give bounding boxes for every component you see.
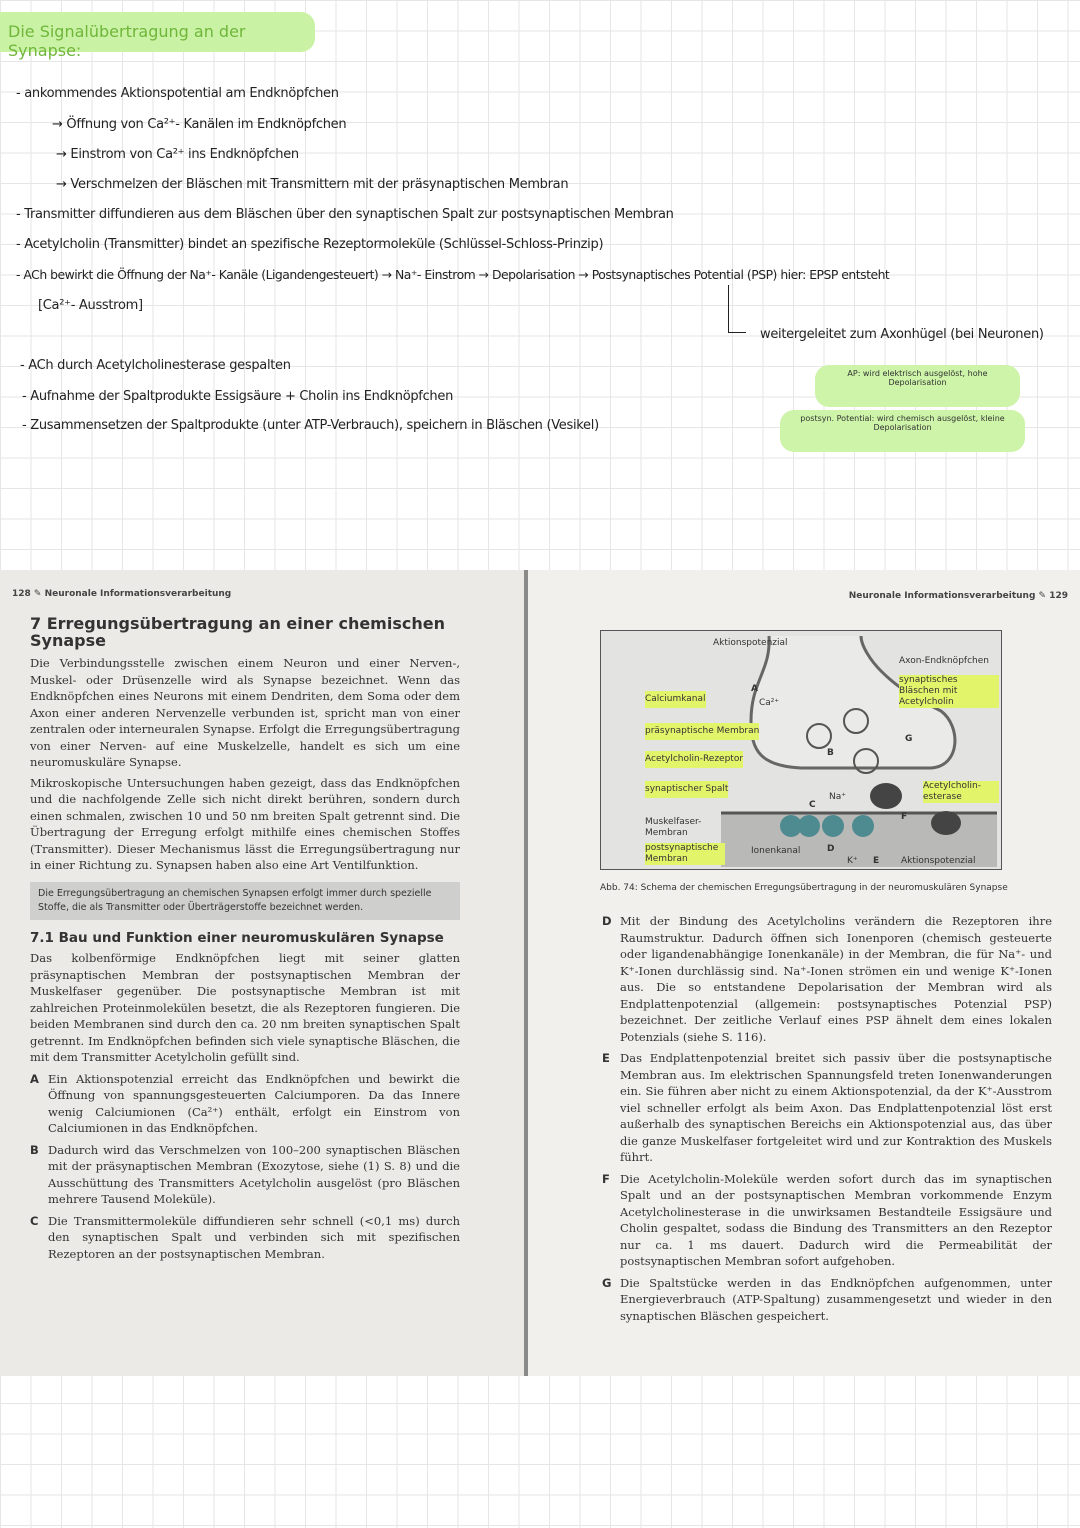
- ion-label: K⁺: [847, 856, 858, 866]
- figure-label: Axon-Endknöpfchen: [899, 656, 989, 666]
- item-text: Ein Aktionspotenzial erreicht das Endknöpfchen und bewirkt die Öffnung von spannungsgesteuerten Calciumporen. Da das Innere wenig Calciumionen (Ca²⁺) enthält, erfolgt ein Einstrom von Calciumionen in das Endknöpfchen.: [48, 1071, 460, 1135]
- side-note: postsyn. Potential: wird chemisch ausgelöst, kleine Depolarisation: [780, 410, 1025, 452]
- figure-caption: Abb. 74: Schema der chemischen Erregungsübertragung in der neuromuskulären Synapse: [600, 883, 1008, 893]
- item-text: Das Endplattenpotenzial breitet sich passiv über die postsynaptische Membran aus. Im elektrischen Spannungsfeld treten Ionenwanderungen ein. Sie führen aber nicht zu einem Aktionspotenzial, da der K⁺-Ausstrom viel schneller erfolgt als beim Axon. Das Endplattenpotenzial löst erst außerhalb des synaptischen Bereichs ein Aktionspotenzial aus, das über die ganze Muskelfaser fortgeleitet wird und zur Kontraktion des Muskels führt.: [620, 1051, 1052, 1164]
- left-page: [0, 570, 524, 1376]
- figure-label: postsynaptische Membran: [645, 843, 725, 865]
- right-page-content: [602, 908, 1052, 1324]
- item-letter: G: [602, 1275, 612, 1290]
- ion-label: Na⁺: [829, 792, 846, 802]
- paragraph: Die Verbindungsstelle zwischen einem Neuron und einer Nerven-, Muskel- oder Drüsenzelle wird als Synapse bezeichnet. Wenn das Endknöpfchen eines Neurons mit einem Dendriten, dem Soma oder dem Axon einer anderen Nervenzelle verbunden ist, spricht man von einer zentralen oder interneuralen Synapse. Erfolgt die Erregungsübertragung von einer Nerven- auf eine Muskelzelle, handelt es sich um eine neuromuskuläre Synapse.: [30, 656, 460, 769]
- figure-label: synaptischer Spalt: [645, 781, 728, 798]
- figure-letter: G: [905, 734, 913, 744]
- item-text: Mit der Bindung des Acetylcholins verändern die Rezeptoren ihre Raumstruktur. Dadurch öffnen sich Ionenporen (chemisch gesteuerte oder ligandenabhängige Ionenkanäle) in der Membran, die für Na⁺- und K⁺-Ionen durchlässig sind. Na⁺-Ionen strömen ein und wenige K⁺-Ionen aus. Die so entstandene Depolarisation der Membran wird als Endplattenpotenzial (allgemein: postsynaptisches Potenzial PSP) bezeichnet. Der zeitliche Verlauf eines PSP ähnelt dem eines lokalen Potenzials (siehe S. 116).: [620, 914, 1052, 1044]
- section-heading: 7 Erregungsübertragung an einer chemischen Synapse: [30, 614, 445, 650]
- figure-letter: B: [827, 748, 834, 758]
- item-letter: B: [30, 1142, 39, 1157]
- right-page: [528, 570, 1080, 1376]
- item-text: Die Spaltstücke werden in das Endknöpfchen aufgenommen, unter Energieverbrauch (ATP-Spaltung) zusammengesetzt und wieder in den synaptischen Bläschen gespeichert.: [620, 1275, 1052, 1323]
- item-letter: F: [602, 1171, 610, 1186]
- list-item-c: [30, 1213, 460, 1263]
- left-page-content: [30, 616, 460, 1262]
- note-line: - ACh bewirkt die Öffnung der Na⁺- Kanäle (Ligandengesteuert) → Na⁺- Einstrom → Depolarisation → Postsynaptisches Potential (PSP) hier: EPSP entsteht: [16, 267, 890, 282]
- note-line: - Acetylcholin (Transmitter) bindet an spezifische Rezeptormoleküle (Schlüssel-Schloss-Prinzip): [16, 237, 604, 252]
- item-letter: E: [602, 1051, 610, 1065]
- note-line: - Aufnahme der Spaltprodukte Essigsäure + Cholin ins Endknöpfchen: [22, 389, 454, 404]
- figure-label: Muskelfaser-Membran: [645, 817, 702, 838]
- note-line: - Zusammensetzen der Spaltprodukte (unter ATP-Verbrauch), speichern in Bläschen (Vesikel): [22, 418, 599, 433]
- list-item-e: [602, 1050, 1052, 1166]
- info-box: Die Erregungsübertragung an chemischen Synapsen erfolgt immer durch spezielle Stoffe, die als Transmitter oder Überträgerstoffe bezeichnet werden.: [30, 882, 460, 920]
- item-text: Die Acetylcholin-Moleküle werden sofort durch das im synaptischen Spalt und an der postsynaptischen Membran vorkommende Enzym Acetylcholinesterase in die unwirksamen Bestandteile Essigsäure und Cholin gespaltet, sodass die Bindung des Transmitters an den Rezeptor nur ca. 1 ms dauert. Dadurch wird die Permeabilität der postsynaptischen Membran sofort aufgehoben.: [620, 1171, 1052, 1268]
- item-text: Die Transmittermoleküle diffundieren sehr schnell (<0,1 ms) durch den synaptischen Spalt und verbinden sich mit spezifischen Rezeptoren an der postsynaptischen Membran.: [48, 1213, 460, 1261]
- notes-title: Die Signalübertragung an der Synapse:: [0, 12, 315, 52]
- figure-label: präsynaptische Membran: [645, 723, 759, 740]
- note-line: → Verschmelzen der Bläschen mit Transmittern mit der präsynaptischen Membran: [56, 177, 569, 192]
- paragraph: Das kolbenförmige Endknöpfchen liegt mit seiner glatten präsynaptischen Membran der postsynaptischen Membran der Muskelfaser gegenüber. Die postsynaptische Membran ist mit zahlreichen Proteinmolekülen besetzt, die als Rezeptoren fungieren. Die beiden Membranen sind durch den ca. 20 nm breiten synaptischen Spalt getrennt. Im Endknöpfchen befinden sich viele synaptische Bläschen, die mit dem Transmitter Acetylcholin gefüllt sind.: [30, 951, 460, 1064]
- item-letter: C: [30, 1213, 39, 1228]
- figure-label: Aktionspotenzial: [901, 856, 976, 866]
- note-line: - Transmitter diffundieren aus dem Bläschen über den synaptischen Spalt zur postsynaptischen Membran: [16, 207, 674, 222]
- figure-label: Aktionspotenzial: [713, 638, 788, 648]
- textbook-photo: [0, 570, 1080, 1376]
- list-item-g: [602, 1275, 1052, 1325]
- figure-label: synaptisches Bläschen mit Acetylcholin: [899, 675, 999, 708]
- figure-letter: A: [751, 684, 758, 694]
- figure-letter: E: [873, 856, 880, 866]
- ion-label: Ca²⁺: [759, 698, 780, 708]
- note-line: - ACh durch Acetylcholinesterase gespalten: [20, 358, 291, 373]
- side-note: AP: wird elektrisch ausgelöst, hohe Depolarisation: [815, 365, 1020, 407]
- figure-label: Acetylcholin-Rezeptor: [645, 751, 743, 768]
- figure-letter: C: [809, 800, 816, 810]
- arrow-connector: [728, 285, 746, 333]
- figure-label: Calciumkanal: [645, 691, 706, 708]
- note-line: - ankommendes Aktionspotential am Endknöpfchen: [16, 86, 339, 101]
- item-letter: A: [30, 1071, 39, 1086]
- item-text: Dadurch wird das Verschmelzen von 100–200 synaptischen Bläschen mit der präsynaptischen Membran (Exozytose, siehe (1) S. 8) und die Ausschüttung des Transmitters Acetylcholin ausgelöst (pro Bläschen mehrere Tausend Moleküle).: [48, 1142, 460, 1206]
- note-line: weitergeleitet zum Axonhügel (bei Neuronen): [760, 327, 1044, 342]
- list-item-b: [30, 1142, 460, 1208]
- figure-letter: D: [827, 844, 835, 854]
- figure-label: Ionenkanal: [751, 846, 801, 856]
- note-line: → Öffnung von Ca²⁺- Kanälen im Endknöpfchen: [52, 117, 347, 132]
- figure-label: Acetylcholin-esterase: [923, 781, 999, 803]
- synapse-figure: [600, 630, 1002, 870]
- item-letter: D: [602, 914, 612, 928]
- figure-letter: F: [901, 812, 908, 822]
- section-heading: 7.1 Bau und Funktion einer neuromuskulären Synapse: [30, 929, 444, 946]
- note-line: [Ca²⁺- Ausstrom]: [38, 298, 143, 313]
- list-item-a: [30, 1071, 460, 1137]
- page-header: Neuronale Informationsverarbeitung ✎ 129: [848, 591, 1068, 601]
- list-item-d: [602, 913, 1052, 1045]
- note-line: → Einstrom von Ca²⁺ ins Endknöpfchen: [56, 147, 299, 162]
- list-item-f: [602, 1171, 1052, 1270]
- page-header: 128 ✎ Neuronale Informationsverarbeitung: [12, 589, 232, 599]
- paragraph: Mikroskopische Untersuchungen haben gezeigt, dass das Endknöpfchen und die nachfolgende Zelle sich nicht direkt berühren, sondern durch einen schmalen, zwischen 10 und 50 nm breiten Spalt getrennt sind. Die Übertragung der Erregung erfolgt mithilfe eines chemischen Stoffes (Transmitter). Dieser Mechanismus lässt die Erregungsübertragung nur in einer Richtung zu. Synapsen haben also eine Art Ventilfunktion.: [30, 775, 460, 872]
